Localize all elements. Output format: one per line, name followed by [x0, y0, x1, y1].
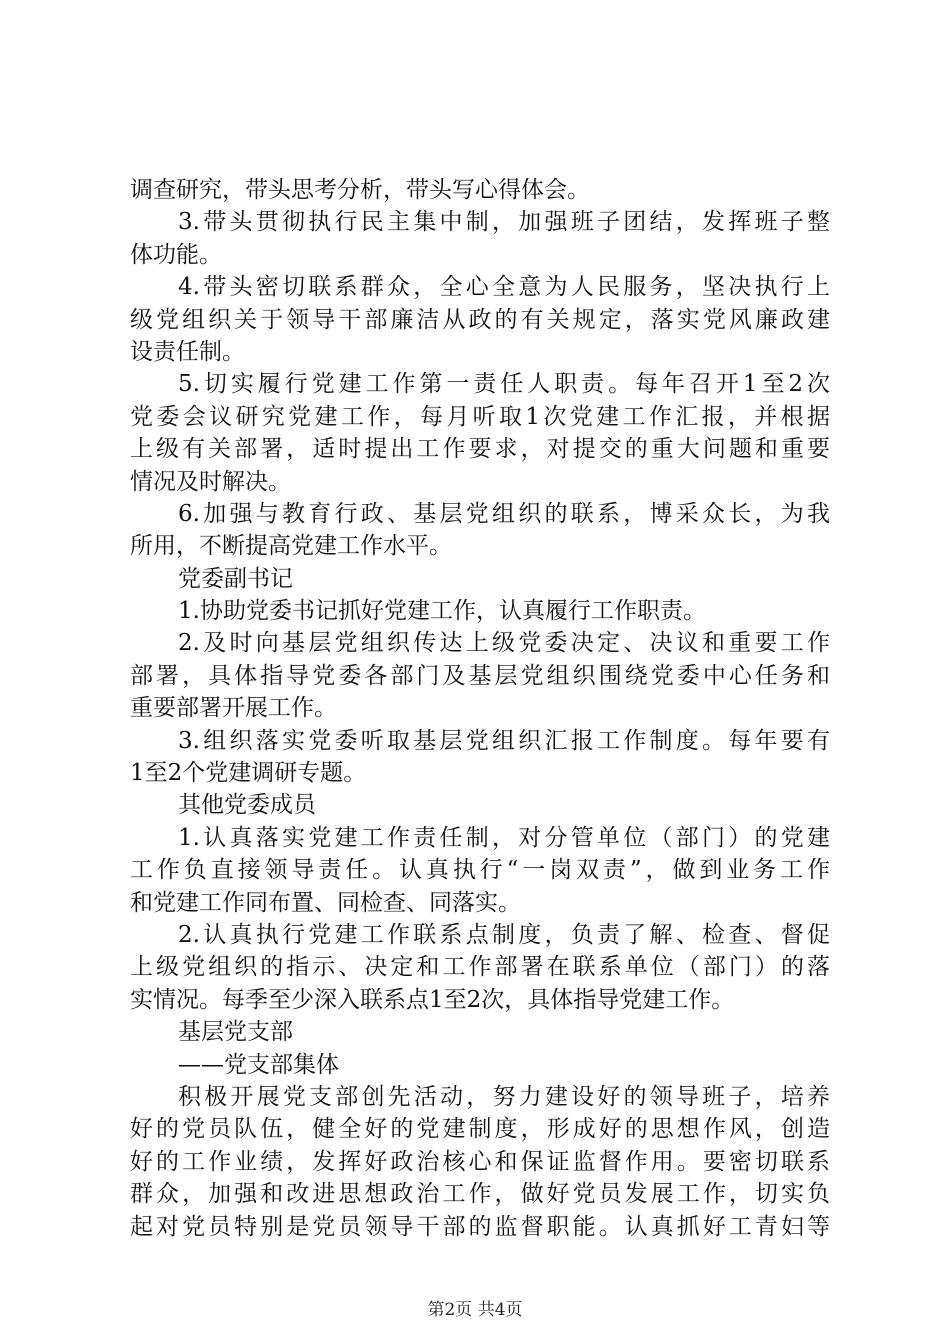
section-heading: 基层党支部: [178, 1019, 293, 1046]
text-line: 工作负直接领导责任。认真执行“一岗双责”，做到业务工作: [130, 857, 830, 884]
text-line: 1.认真落实党建工作责任制，对分管单位（部门）的党建: [178, 824, 830, 851]
section-heading: 党委副书记: [178, 565, 293, 592]
text-line: 部署，具体指导党委各部门及基层党组织围绕党委中心任务和: [130, 662, 830, 689]
text-line: 5.切实履行党建工作第一责任人职责。每年召开1至2次: [178, 371, 830, 398]
text-line: 6.加强与教育行政、基层党组织的联系，博采众长，为我: [178, 500, 830, 527]
text-line: 党委会议研究党建工作，每月听取1次党建工作汇报，并根据: [130, 403, 830, 430]
text-line: 1至2个党建调研专题。: [130, 760, 367, 787]
text-line: 积极开展党支部创先活动，努力建设好的领导班子，培养: [178, 1083, 830, 1110]
text-line: 上级有关部署，适时提出工作要求，对提交的重大问题和重要: [130, 436, 830, 463]
text-line: 2.及时向基层党组织传达上级党委决定、决议和重要工作: [178, 630, 830, 657]
text-line: 体功能。: [130, 241, 222, 268]
section-heading: 其他党委成员: [178, 792, 316, 819]
text-line: 3.带头贯彻执行民主集中制，加强班子团结，发挥班子整: [178, 209, 830, 236]
text-line: 2.认真执行党建工作联系点制度，负责了解、检查、督促: [178, 921, 830, 948]
text-line: 调查研究，带头思考分析，带头写心得体会。: [130, 177, 590, 203]
text-line: 起对党员特别是党员领导干部的监督职能。认真抓好工青妇等: [130, 1213, 830, 1240]
text-line: 上级党组织的指示、决定和工作部署在联系单位（部门）的落: [130, 954, 830, 981]
text-line: 好的工作业绩，发挥好政治核心和保证监督作用。要密切联系: [130, 1148, 830, 1175]
text-line: 好的党员队伍，健全好的党建制度，形成好的思想作风，创造: [130, 1116, 830, 1143]
text-line: 重要部署开展工作。: [130, 695, 337, 722]
text-line: 所用，不断提高党建工作水平。: [130, 533, 452, 560]
text-line: 级党组织关于领导干部廉洁从政的有关规定，落实党风廉政建: [130, 306, 830, 333]
text-line: 1.协助党委书记抓好党建工作，认真履行工作职责。: [178, 598, 706, 625]
text-line: 和党建工作同布置、同检查、同落实。: [130, 889, 521, 916]
text-line: 4.带头密切联系群众，全心全意为人民服务，坚决执行上: [178, 274, 830, 301]
text-line: 情况及时解决。: [130, 468, 291, 495]
text-line: 实情况。每季至少深入联系点1至2次，具体指导党建工作。: [130, 986, 735, 1013]
document-body: [130, 174, 830, 1243]
page-number-footer: 第2页 共4页: [427, 1300, 523, 1320]
sub-heading: ——党支部集体: [178, 1051, 339, 1078]
text-line: 群众，加强和改进思想政治工作，做好党员发展工作，切实负: [130, 1181, 830, 1208]
text-line: 设责任制。: [130, 338, 245, 365]
text-line: 3.组织落实党委听取基层党组织汇报工作制度。每年要有: [178, 727, 830, 754]
